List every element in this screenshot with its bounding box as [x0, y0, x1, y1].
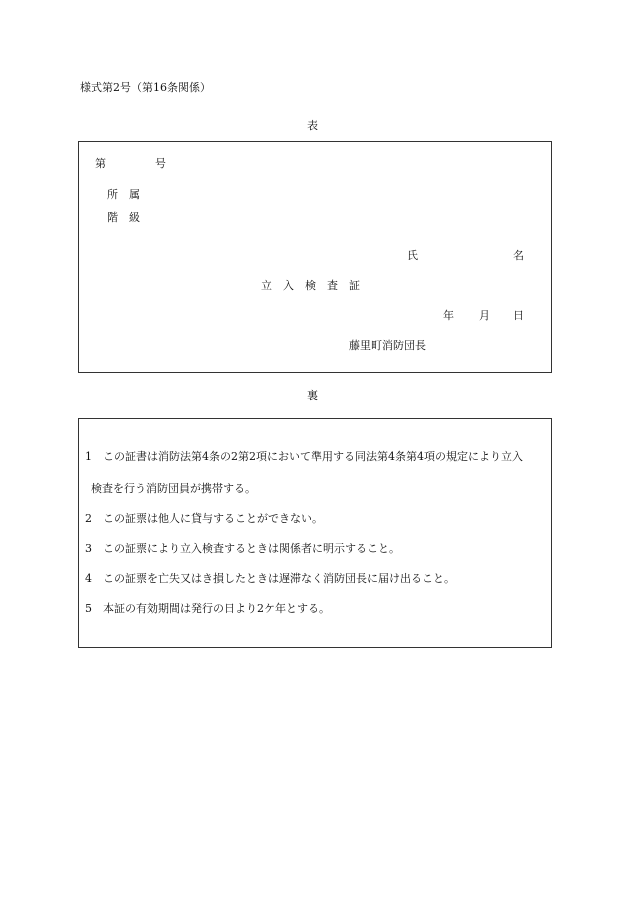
form-title: 様式第2号（第16条関係）	[80, 81, 211, 94]
number-suffix: 号	[155, 157, 166, 170]
date-year: 年	[443, 309, 454, 322]
note-text: この証票は他人に貸与することができない。	[103, 512, 323, 525]
front-section-label: 表	[307, 119, 318, 132]
date-month: 月	[479, 309, 490, 322]
name-label-first: 氏	[407, 249, 418, 262]
note-number: 4	[85, 572, 92, 585]
note-item	[85, 603, 330, 614]
note-number: 5	[85, 602, 92, 615]
back-section-label: 裏	[307, 389, 318, 402]
number-prefix: 第	[95, 157, 106, 170]
note-number: 3	[85, 542, 92, 555]
note-text: 本証の有効期間は発行の日より2ケ年とする。	[103, 602, 330, 615]
note-item	[91, 483, 256, 494]
note-text: この証書は消防法第4条の2第2項において準用する同法第4条第4項の規定により立入	[103, 450, 523, 463]
card-title: 立 入 検 査 証	[261, 279, 360, 292]
note-number: 1	[85, 450, 92, 463]
note-item	[85, 573, 455, 584]
name-label-last: 名	[513, 249, 524, 262]
date-day: 日	[513, 309, 524, 322]
rank-label: 階 級	[107, 211, 140, 224]
affiliation-label: 所 属	[107, 188, 140, 201]
note-number: 2	[85, 512, 92, 525]
front-card	[78, 141, 552, 373]
note-text: この証票を亡失又はき損したときは遅滞なく消防団長に届け出ること。	[103, 572, 455, 585]
note-item	[85, 451, 523, 462]
note-text: この証票により立入検査するときは関係者に明示すること。	[103, 542, 400, 555]
back-card	[78, 418, 552, 648]
issuer: 藤里町消防団長	[349, 339, 426, 352]
note-item	[85, 513, 323, 524]
note-text: 検査を行う消防団員が携帯する。	[91, 482, 256, 495]
note-item	[85, 543, 400, 554]
